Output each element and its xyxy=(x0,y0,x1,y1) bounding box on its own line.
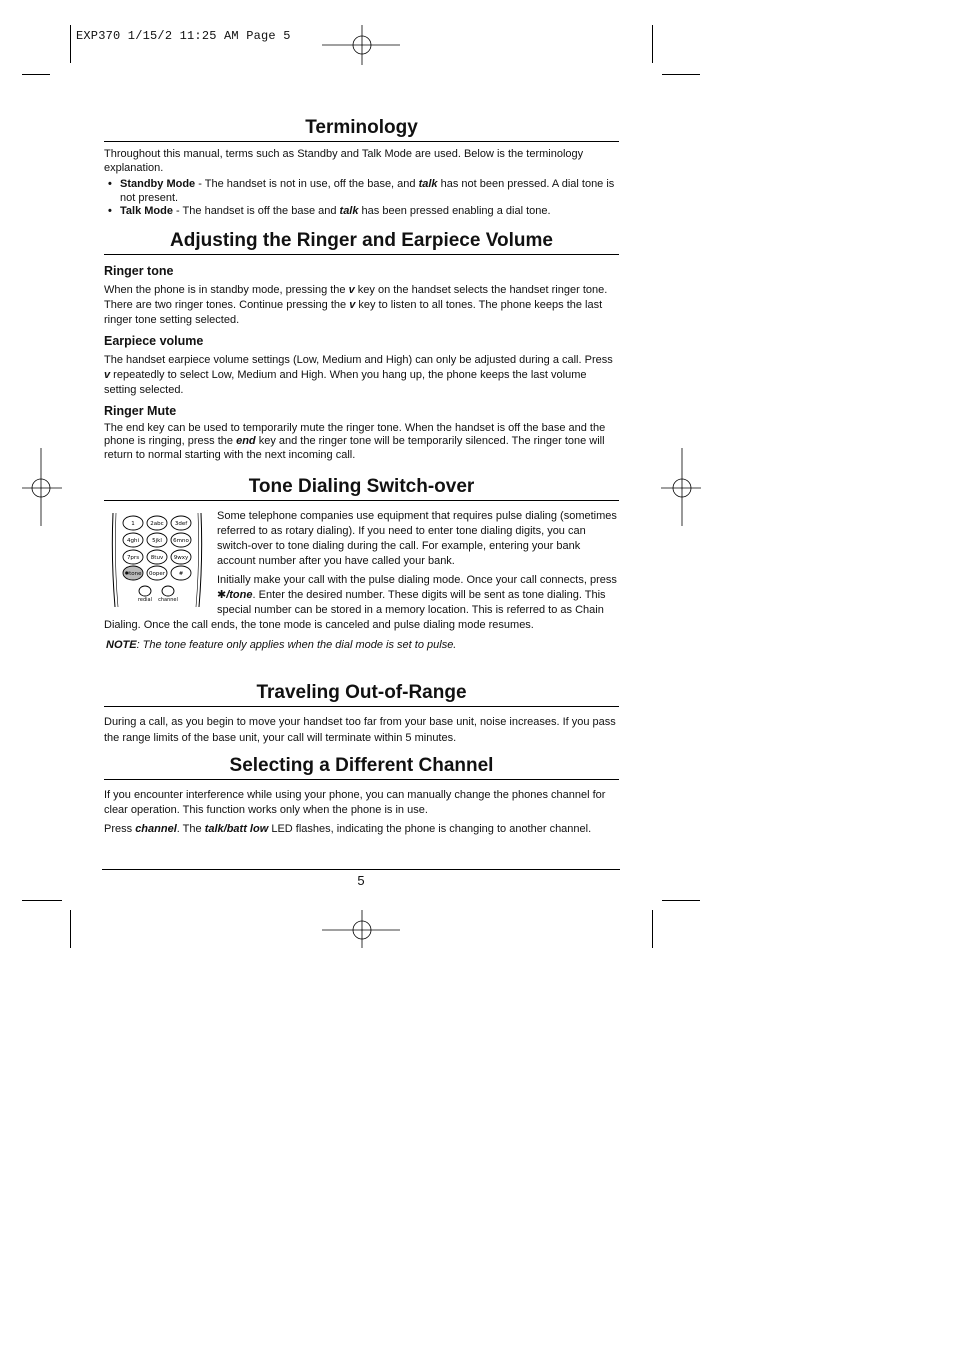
section-title-channel: Selecting a Different Channel xyxy=(104,755,619,780)
crop-mark xyxy=(662,900,700,901)
terminology-body xyxy=(104,148,619,219)
redial-key-icon xyxy=(139,586,151,596)
crop-mark xyxy=(70,25,71,63)
page-number: 5 xyxy=(357,873,365,888)
key-name: talk xyxy=(418,178,438,190)
crop-mark xyxy=(652,910,653,948)
key-name: talk xyxy=(339,205,359,217)
channel-body xyxy=(104,788,619,837)
tone-dialing-note: NOTE: The tone feature only applies when the dial mode is set to pulse. xyxy=(106,639,457,651)
crop-mark xyxy=(70,910,71,948)
handset-keypad-illustration xyxy=(109,511,205,607)
subheading-ringer-tone: Ringer tone xyxy=(104,264,174,278)
subheading-ringer-mute: Ringer Mute xyxy=(104,404,177,418)
registration-mark-icon xyxy=(22,448,62,528)
section-title-tone-dialing: Tone Dialing Switch-over xyxy=(104,476,619,501)
ringer-tone-text: When the phone is in standby mode, pressing the v key on the handset selects the handset ringer tone. There are two ringer tones. Continue pressing the v key to listen to all tones. The phone keeps the last ringer tone setting selected. xyxy=(104,284,608,326)
list-item: • Talk Mode - The handset is off the base and talk has been pressed enabling a dial tone. xyxy=(108,205,551,217)
keypad-key-label: 7prs xyxy=(126,555,140,561)
channel-key-icon xyxy=(162,586,174,596)
out-of-range-body xyxy=(104,714,619,746)
ringer-tone-block xyxy=(104,264,619,328)
keypad-key-label: 0oper xyxy=(148,571,166,577)
keypad-key-label: 6mno xyxy=(173,538,189,544)
term: Standby Mode xyxy=(120,178,196,190)
term: Talk Mode xyxy=(120,205,173,217)
section-title-terminology: Terminology xyxy=(104,117,619,142)
bullet-icon: • xyxy=(108,205,112,217)
earpiece-volume-block xyxy=(104,334,619,398)
tone-dialing-p1: Some telephone companies use equipment that requires pulse dialing (sometimes referred to as rotary dialing). If you need to enter tone dialing digits, you can switch-over to tone dialing during the call. For example, entering your bank account number after you have called your bank. xyxy=(217,510,617,567)
bullet-icon: • xyxy=(108,178,112,190)
redial-key-label: redial xyxy=(137,597,153,603)
footer-rule xyxy=(102,869,620,870)
printer-slug: EXP370 1/15/2 11:25 AM Page 5 xyxy=(76,29,291,43)
keypad-key-label: 3def xyxy=(174,521,188,527)
earpiece-volume-text: The handset earpiece volume settings (Low, Medium and High) can only be adjusted during a call. Press v repeatedly to select Low, Medium and High. When you hang up, the phone keeps the last volume setting selected. xyxy=(104,354,613,396)
channel-key-label: channel xyxy=(158,597,178,603)
ringer-mute-block xyxy=(104,405,619,462)
registration-mark-icon xyxy=(322,25,402,65)
registration-mark-icon xyxy=(322,910,402,950)
subheading-earpiece-volume: Earpiece volume xyxy=(104,334,204,348)
crop-mark xyxy=(22,74,50,75)
registration-mark-icon xyxy=(661,448,701,528)
keypad-key-label: 4ghi xyxy=(126,538,140,544)
crop-mark xyxy=(652,25,653,63)
keypad-key-label: 5jkl xyxy=(152,538,162,544)
channel-text-1: If you encounter interference while using your phone, you can manually change the phones channel for clear operation. This function works only when the phone is in use. xyxy=(104,789,606,816)
terminology-intro: Throughout this manual, terms such as Standby and Talk Mode are used. Below is the terminology explanation. xyxy=(104,148,584,174)
crop-mark xyxy=(662,74,700,75)
section-title-ringer: Adjusting the Ringer and Earpiece Volume xyxy=(104,230,619,255)
keypad-key-label: 2abc xyxy=(150,521,164,527)
keypad-key-label: # xyxy=(178,571,184,577)
list-item: • Standby Mode - The handset is not in use, off the base, and talk has not been pressed. A dial tone is not present. xyxy=(108,178,615,204)
channel-text-2: Press channel. The talk/batt low LED flashes, indicating the phone is changing to another channel. xyxy=(104,823,592,835)
keypad-key-label: 9wxy xyxy=(173,555,189,561)
section-title-out-of-range: Traveling Out-of-Range xyxy=(104,682,619,707)
ringer-mute-text: The end key can be used to temporarily mute the ringer tone. When the handset is off the base and the phone is ringing, press the end key and the ringer tone will be temporarily silenced. The ringer tone will return to normal starting with the next incoming call. xyxy=(104,421,606,461)
tone-dialing-p2: Initially make your call with the pulse dialing mode. Once your call connects, press ✱/tone. Enter the desired number. These digits will be sent as tone dialing. This special number can be stored in a memory location. This is referred to as Chain Dialing. Once the call ends, the tone mode is canceled and pulse dialing mode resumes. xyxy=(104,574,617,631)
crop-mark xyxy=(22,900,62,901)
keypad-key-label: 8tuv xyxy=(150,555,164,561)
keypad-key-label: ✱tone xyxy=(124,571,142,577)
keypad-key-label: 1 xyxy=(131,521,135,527)
out-of-range-text: During a call, as you begin to move your handset too far from your base unit, noise increases. If you pass the range limits of the base unit, your call will terminate within 5 minutes. xyxy=(104,716,616,744)
